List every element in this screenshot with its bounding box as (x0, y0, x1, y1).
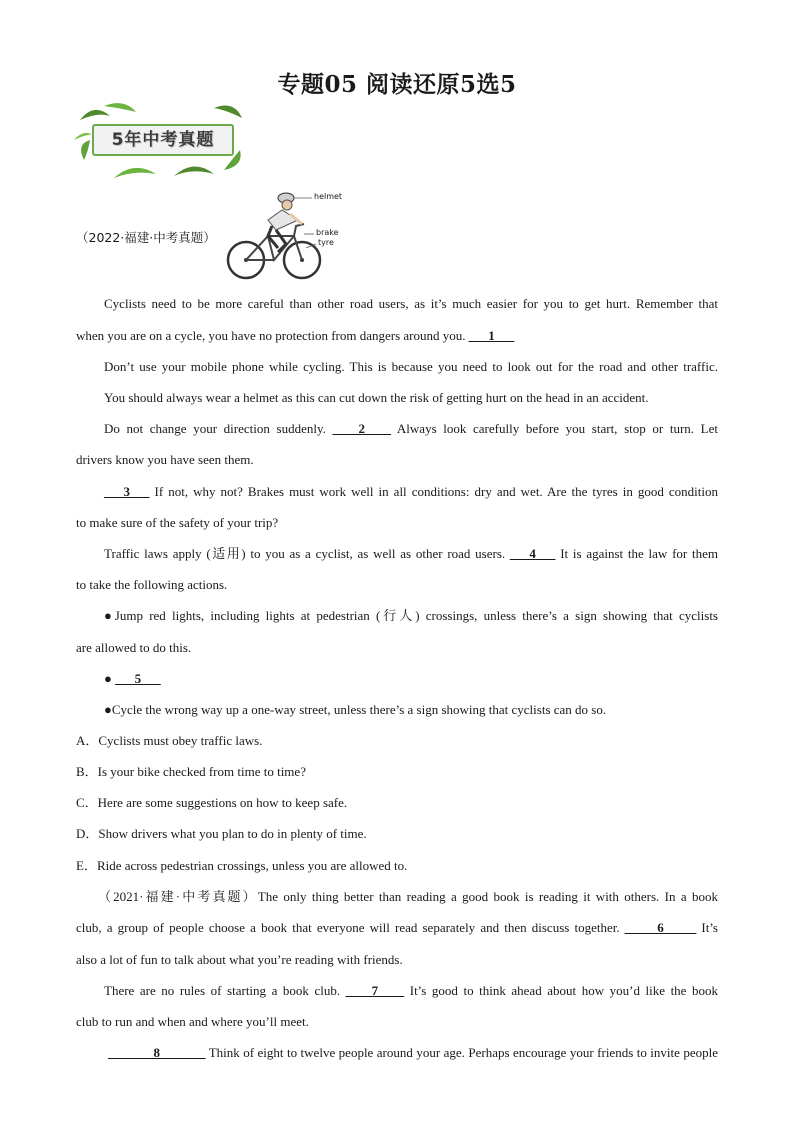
passage2-line: club to run and when and where you’ll meet. (76, 1014, 309, 1029)
source-tag-2022: （2022·福建·中考真题） (76, 230, 216, 245)
passage1-line: ● ___5___ (104, 671, 161, 686)
passage2-line: _______8_______ Think of eight to twelve people around your age. Perhaps encourage your friends to invite people (108, 1045, 719, 1060)
source-tag-2021: （2021·福建·中考真题） (98, 889, 258, 904)
passage1-line: Don’t use your mobile phone while cycling. This is because you need to look out for the road and other traffic. (104, 359, 718, 374)
blank-4[interactable]: 4 (529, 546, 536, 561)
passage1-line: ●Jump red lights, including lights at pedestrian (行人) crossings, unless there’s a sign showing that cyclists (104, 608, 718, 623)
passage1-line: ●Cycle the wrong way up a one-way street, unless there’s a sign showing that cyclists can do so. (104, 702, 607, 717)
option-d: D．Show drivers what you plan to do in plenty of time. (76, 826, 367, 841)
passage2-line: club, a group of people choose a book that everyone will read separately and then discuss together. _____6_____ It’s (76, 920, 718, 935)
passage2-line: also a lot of fun to talk about what you’re reading with friends. (76, 952, 403, 967)
blank-7[interactable]: 7 (371, 983, 379, 998)
label-helmet: helmet (314, 192, 343, 201)
cyclist-figure (224, 190, 344, 282)
option-e: E．Ride across pedestrian crossings, unless you are allowed to. (76, 858, 408, 873)
blank-5[interactable]: 5 (134, 671, 142, 686)
banner-label: 5年中考真题 (92, 124, 234, 156)
passage1-line: You should always wear a helmet as this can cut down the risk of getting hurt on the head in an accident. (104, 390, 649, 405)
passage2-line: （2021·福建·中考真题）The only thing better than reading a good book is reading it with others. In a book (98, 889, 718, 904)
label-brake: brake (316, 228, 339, 237)
option-a: A．Cyclists must obey traffic laws. (76, 733, 263, 748)
label-tyre: tyre (318, 238, 334, 247)
passage1-line: Cyclists need to be more careful than other road users, as it’s much easier for you to get hurt. Remember that (104, 296, 718, 311)
passage1-line: drivers know you have seen them. (76, 452, 254, 467)
section-banner (74, 100, 246, 182)
passage1-line: to take the following actions. (76, 577, 228, 592)
passage1-line: ___3___ If not, why not? Brakes must work well in all conditions: dry and wet. Are the tyres in good condition (104, 484, 718, 499)
passage2-line: There are no rules of starting a book club. ____7____ It’s good to think ahead about how you’d like the book (104, 983, 719, 998)
blank-2[interactable]: 2 (358, 421, 365, 436)
passage1-line: Do not change your direction suddenly. ____2____ Always look carefully before you start, stop or turn. Let (104, 421, 718, 436)
blank-1[interactable]: 1 (488, 328, 495, 343)
passage1-line: are allowed to do this. (76, 640, 192, 655)
blank-8[interactable]: 8 (153, 1045, 160, 1060)
page-title: 专题05 阅读还原5选5 (277, 71, 517, 98)
blank-6[interactable]: 6 (657, 920, 664, 935)
option-b: B．Is your bike checked from time to time? (76, 764, 306, 779)
passage1-line: when you are on a cycle, you have no protection from dangers around you. ___1___ (76, 328, 515, 343)
option-c: C．Here are some suggestions on how to keep safe. (76, 795, 348, 810)
passage1-line: Traffic laws apply (适用) to you as a cyclist, as well as other road users. ___4___ It is against the law for them (104, 546, 718, 561)
passage1-line: to make sure of the safety of your trip? (76, 515, 279, 530)
blank-3[interactable]: 3 (123, 484, 130, 499)
